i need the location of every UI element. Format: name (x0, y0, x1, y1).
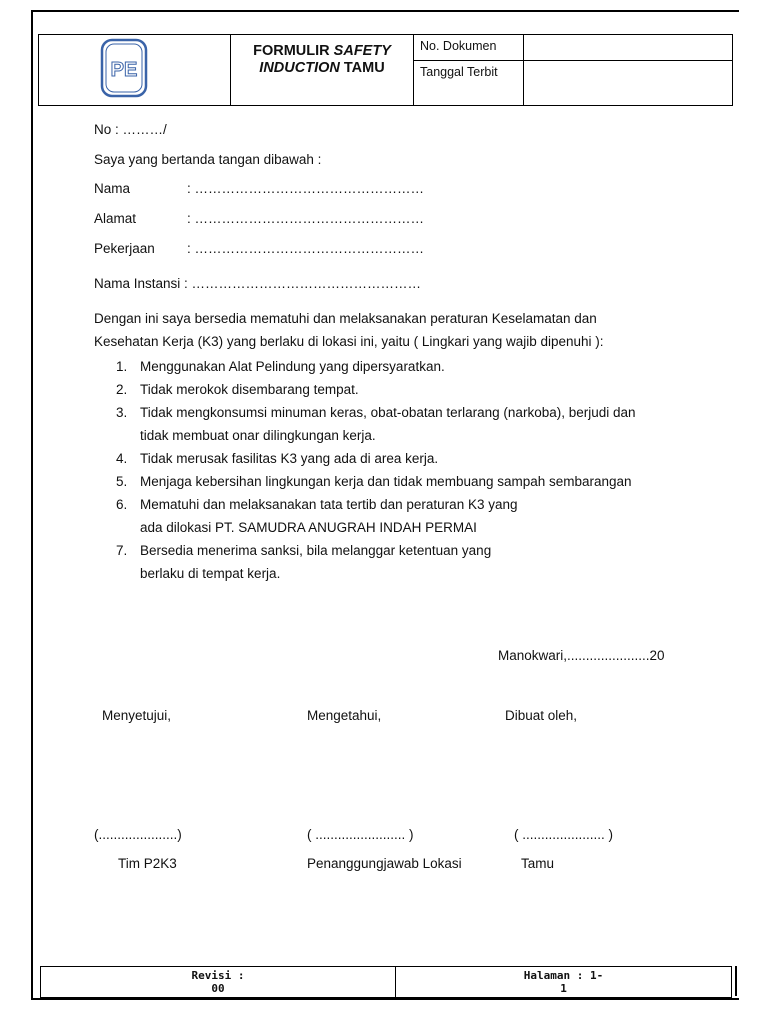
logo-cell (39, 35, 231, 105)
doc-number-label: No. Dokumen (414, 35, 523, 61)
document-meta-values (524, 35, 733, 105)
address-field: : …………………………………………… (187, 211, 425, 226)
list-item: 2. Tidak merokok disembarang tempat. (116, 382, 359, 397)
occupation-label: Pekerjaan (94, 241, 155, 256)
revision-label: Revisi : (191, 969, 245, 982)
intro-text: Saya yang bertanda tangan dibawah : (94, 152, 322, 167)
approver-role: Menyetujui, (102, 708, 172, 723)
list-item: 1. Menggunakan Alat Pelindung yang dipersyaratkan. (116, 359, 445, 374)
statement-line-1: Dengan ini saya bersedia mematuhi dan melaksanakan peraturan Keselamatan dan (94, 311, 597, 326)
issue-date-label: Tanggal Terbit (420, 65, 498, 79)
list-item: 3. Tidak mengkonsumsi minuman keras, obat-obatan terlarang (narkoba), berjudi dan tidak membuat onar dilingkungan kerja. (116, 405, 636, 443)
page-cell (396, 967, 731, 997)
logo-text: PE (110, 59, 138, 81)
address-label: Alamat (94, 211, 137, 226)
creator-signature-blank: ( ...................... ) (514, 827, 614, 842)
document-meta-labels (414, 35, 524, 105)
form-title: FORMULIR SAFETY INDUCTION TAMU (231, 35, 414, 105)
list-item: 6. Mematuhi dan melaksanakan tata tertib dan peraturan K3 yang ada dilokasi PT. SAMUDRA ANUGRAH INDAH PERMAI (116, 497, 518, 535)
statement-line-2: Kesehatan Kerja (K3) yang berlaku di lokasi ini, yaitu ( Lingkari yang wajib dipenuhi ): (94, 334, 604, 349)
revision-cell (41, 967, 396, 997)
list-item: 4. Tidak merusak fasilitas K3 yang ada di area kerja. (116, 451, 439, 466)
acknowledger-title: Penanggungjawab Lokasi (307, 856, 462, 871)
footer-right-bar (735, 966, 737, 996)
doc-number-value (524, 35, 732, 61)
institution-field: Nama Instansi : …………………………………………… (94, 276, 422, 291)
company-logo (99, 38, 149, 98)
rules-list (116, 355, 636, 585)
page-label: Halaman : 1- (523, 969, 604, 982)
list-item: 7. Bersedia menerima sanksi, bila melanggar ketentuan yang berlaku di tempat kerja. (116, 543, 492, 581)
name-field: : …………………………………………… (187, 181, 425, 196)
list-item: 5. Menjaga kebersihan lingkungan kerja dan tidak membuang sampah sembarangan (116, 474, 632, 489)
place-date: Manokwari,......................20 (498, 648, 665, 663)
document-header (38, 34, 733, 106)
creator-title: Tamu (521, 856, 555, 871)
acknowledger-role: Mengetahui, (307, 708, 382, 723)
form-number: No : ………/ (94, 122, 167, 137)
approver-title: Tim P2K3 (118, 856, 177, 871)
page-value: 1 (560, 982, 567, 995)
document-footer (40, 966, 732, 998)
acknowledger-signature-blank: ( ........................ ) (307, 827, 414, 842)
occupation-field: : …………………………………………… (187, 241, 425, 256)
approver-signature-blank: (.....................) (94, 827, 182, 842)
name-label: Nama (94, 181, 131, 196)
revision-value: 00 (211, 982, 225, 995)
creator-role: Dibuat oleh, (505, 708, 578, 723)
